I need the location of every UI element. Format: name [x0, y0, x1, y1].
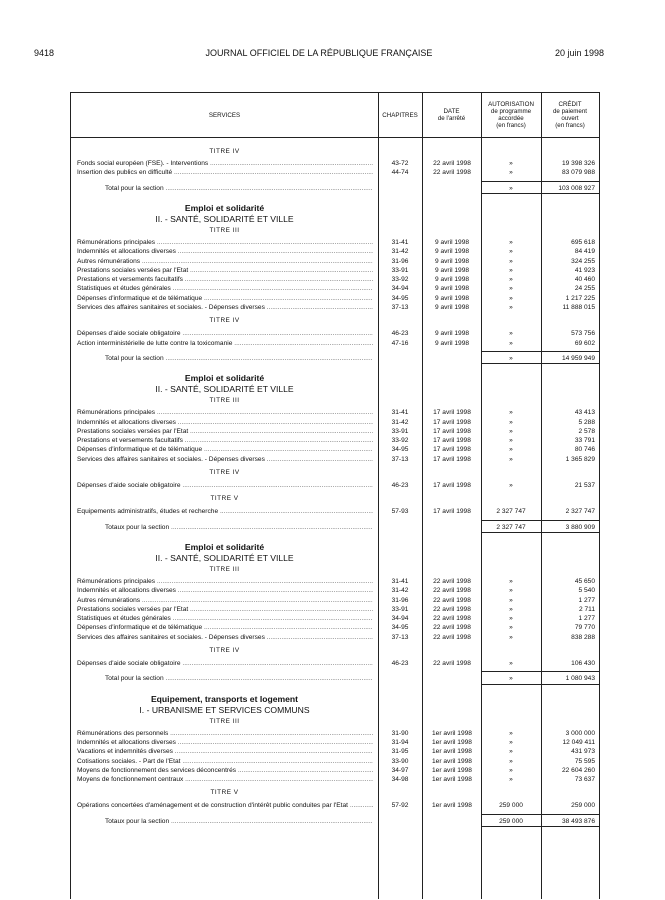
- row-credit: 838 288: [571, 633, 595, 641]
- page-header: [34, 48, 604, 62]
- row-credit: 1 277: [578, 596, 595, 604]
- row-label: Total pour la section .....: [105, 184, 373, 194]
- row-autorisation: »: [509, 633, 513, 641]
- row-credit: 41 923: [574, 266, 595, 274]
- row-date: 1er avril 1998: [432, 757, 472, 765]
- row-credit: 24 255: [574, 285, 595, 293]
- row-label: Total pour la section .....: [105, 674, 373, 684]
- row-label: Autres rémunérations .....: [77, 596, 373, 606]
- row-autorisation: »: [509, 776, 513, 784]
- row-date: 17 avril 1998: [433, 455, 471, 463]
- row-chapitre: 31-42: [391, 418, 409, 426]
- row-chapitre: 31-42: [391, 248, 409, 256]
- row-credit: 75 595: [574, 757, 595, 765]
- titre-heading: TITRE IV: [209, 317, 240, 325]
- ministry-heading: Emploi et solidarité: [184, 202, 265, 213]
- row-credit: 2 327 747: [565, 508, 595, 516]
- row-date: 17 avril 1998: [433, 437, 471, 445]
- row-label: Dépenses d'aide sociale obligatoire .....: [77, 329, 373, 339]
- titre-heading: TITRE III: [209, 397, 240, 405]
- row-label: Rémunérations principales .....: [77, 408, 373, 418]
- row-chapitre: 57-93: [391, 508, 409, 516]
- row-credit: 1 080 943: [565, 675, 595, 683]
- row-label: Rémunérations des personnels .....: [77, 729, 373, 739]
- ministry-heading: Emploi et solidarité: [184, 541, 265, 552]
- row-chapitre: 31-41: [391, 238, 409, 246]
- row-label: Dépenses d'informatique et de télématique .....: [77, 445, 373, 455]
- row-date: 22 avril 1998: [433, 624, 471, 632]
- row-chapitre: 33-91: [391, 266, 409, 274]
- row-label: Autres rémunérations .....: [77, 257, 373, 267]
- row-chapitre: 37-13: [391, 633, 409, 641]
- row-credit: 1 365 829: [565, 455, 595, 463]
- row-chapitre: 34-94: [391, 285, 409, 293]
- row-date: 9 avril 1998: [434, 266, 470, 274]
- row-credit: 84 419: [574, 248, 595, 256]
- total-rule: [481, 826, 599, 827]
- row-credit: 14 959 949: [561, 354, 595, 362]
- row-autorisation: »: [509, 446, 513, 454]
- row-credit: 83 079 988: [561, 169, 595, 177]
- row-date: 22 avril 1998: [433, 605, 471, 613]
- table-row: [71, 775, 599, 785]
- row-credit: 5 540: [578, 587, 595, 595]
- row-autorisation: »: [509, 757, 513, 765]
- row-label: Cotisations sociales. - Part de l'Etat .....: [77, 757, 373, 767]
- row-label: Indemnités et allocations diverses .....: [77, 586, 373, 596]
- row-autorisation: »: [509, 596, 513, 604]
- row-label: Prestations sociales versées par l'Etat .....: [77, 605, 373, 615]
- row-label: Total pour la section .....: [105, 354, 373, 364]
- row-chapitre: 34-98: [391, 776, 409, 784]
- section-heading: II. - SANTÉ, SOLIDARITÉ ET VILLE: [155, 213, 294, 224]
- row-date: 22 avril 1998: [433, 596, 471, 604]
- row-label: Opérations concertées d'aménagement et de construction d'intérêt public conduites par l'Etat .....: [77, 801, 373, 811]
- row-chapitre: 46-23: [391, 330, 409, 338]
- journal-title: JOURNAL OFFICIEL DE LA RÉPUBLIQUE FRANÇAISE: [205, 48, 433, 58]
- row-autorisation: »: [509, 257, 513, 265]
- row-label: Prestations sociales versées par l'Etat .....: [77, 427, 373, 437]
- row-chapitre: 31-42: [391, 587, 409, 595]
- total-rule: [481, 363, 599, 364]
- table-row: [71, 659, 599, 669]
- row-date: 9 avril 1998: [434, 330, 470, 338]
- row-credit: 573 756: [571, 330, 595, 338]
- row-chapitre: 33-92: [391, 437, 409, 445]
- row-label: Totaux pour la section .....: [105, 817, 373, 827]
- total-rule: [481, 684, 599, 685]
- row-label: Dépenses d'informatique et de télématique .....: [77, 294, 373, 304]
- row-label: Indemnités et allocations diverses .....: [77, 418, 373, 428]
- row-credit: 2 711: [578, 605, 595, 613]
- row-autorisation: »: [509, 605, 513, 613]
- row-date: 9 avril 1998: [434, 238, 470, 246]
- row-credit: 38 493 876: [561, 817, 595, 825]
- row-label: Action interministérielle de lutte contre la toxicomanie .....: [77, 339, 373, 349]
- table-row: [71, 633, 599, 643]
- row-label: Indemnités et allocations diverses .....: [77, 738, 373, 748]
- row-label: Services des affaires sanitaires et sociales. - Dépenses diverses .....: [77, 303, 373, 313]
- row-credit: 33 791: [574, 437, 595, 445]
- row-autorisation: »: [509, 587, 513, 595]
- row-credit: 106 430: [571, 660, 595, 667]
- row-credit: 3 000 000: [565, 729, 595, 737]
- row-autorisation: »: [509, 729, 513, 737]
- row-label: Equipements administratifs, études et recherche .....: [77, 507, 373, 517]
- titre-heading: TITRE V: [210, 789, 239, 797]
- subtotal-rule: [481, 351, 599, 352]
- row-label: Insertion des publics en difficulté .....: [77, 168, 373, 178]
- row-autorisation: 2 327 747: [496, 508, 526, 516]
- row-label: Moyens de fonctionnement des services déconcentrés .....: [77, 766, 373, 776]
- row-label: Dépenses d'aide sociale obligatoire .....: [77, 659, 373, 669]
- row-chapitre: 46-23: [391, 660, 409, 667]
- row-autorisation: »: [509, 238, 513, 246]
- col-header-date: DATE de l'arrêté: [437, 108, 466, 122]
- row-credit: 69 602: [574, 339, 595, 347]
- row-label: Indemnités et allocations diverses .....: [77, 247, 373, 257]
- row-date: 9 avril 1998: [434, 304, 470, 311]
- col-header-chapitres: CHAPITRES: [382, 111, 418, 119]
- row-autorisation: »: [509, 294, 513, 302]
- row-date: 9 avril 1998: [434, 294, 470, 302]
- row-chapitre: 46-23: [391, 482, 409, 489]
- row-credit: 2 578: [578, 427, 595, 435]
- total-rule: [481, 532, 599, 533]
- row-date: 1er avril 1998: [432, 766, 472, 774]
- row-label: Dépenses d'aide sociale obligatoire .....: [77, 481, 373, 491]
- row-label: Statistiques et études générales .....: [77, 614, 373, 624]
- table-row: [71, 801, 599, 811]
- row-label: Dépenses d'informatique et de télématique .....: [77, 623, 373, 633]
- subtotal-rule: [481, 181, 599, 182]
- row-label: Services des affaires sanitaires et sociales. - Dépenses diverses .....: [77, 633, 373, 643]
- row-date: 9 avril 1998: [434, 248, 470, 256]
- row-date: 22 avril 1998: [433, 633, 471, 641]
- row-credit: 431 973: [571, 748, 595, 756]
- titre-heading: TITRE IV: [209, 148, 240, 155]
- row-date: 9 avril 1998: [434, 276, 470, 284]
- row-label: Statistiques et études générales .....: [77, 284, 373, 294]
- row-autorisation: »: [509, 330, 513, 338]
- row-autorisation: »: [509, 427, 513, 435]
- row-autorisation: »: [509, 455, 513, 463]
- row-autorisation: »: [509, 624, 513, 632]
- row-chapitre: 57-92: [391, 802, 409, 810]
- row-autorisation: »: [509, 354, 513, 362]
- row-label: Totaux pour la section .....: [105, 523, 373, 533]
- page-number: 9418: [34, 48, 55, 58]
- row-chapitre: 31-41: [391, 577, 409, 585]
- row-autorisation: 259 000: [499, 802, 523, 810]
- row-chapitre: 33-91: [391, 605, 409, 613]
- row-label: Prestations et versements facultatifs .....: [77, 275, 373, 285]
- row-chapitre: 47-16: [391, 339, 409, 347]
- row-autorisation: »: [509, 339, 513, 347]
- row-chapitre: 44-74: [391, 169, 409, 177]
- row-chapitre: 33-92: [391, 276, 409, 284]
- row-credit: 3 880 909: [565, 523, 595, 531]
- row-date: 22 avril 1998: [433, 615, 471, 623]
- row-credit: 259 000: [571, 802, 595, 810]
- row-chapitre: 31-90: [391, 729, 409, 737]
- row-autorisation: »: [509, 409, 513, 417]
- row-chapitre: 37-13: [391, 455, 409, 463]
- row-date: 22 avril 1998: [433, 577, 471, 585]
- table-row: [71, 481, 599, 491]
- row-credit: 79 770: [574, 624, 595, 632]
- row-chapitre: 31-96: [391, 257, 409, 265]
- row-autorisation: »: [509, 248, 513, 256]
- titre-heading: TITRE IV: [209, 647, 240, 654]
- ministry-heading: Emploi et solidarité: [184, 373, 265, 384]
- row-credit: 324 255: [571, 257, 595, 265]
- row-credit: 5 288: [578, 418, 595, 426]
- row-date: 1er avril 1998: [432, 776, 472, 784]
- row-date: 1er avril 1998: [432, 729, 472, 737]
- row-credit: 1 277: [578, 615, 595, 623]
- row-credit: 21 537: [574, 482, 595, 489]
- titre-heading: TITRE IV: [209, 469, 240, 476]
- row-credit: 19 398 326: [561, 160, 595, 167]
- row-autorisation: »: [509, 160, 513, 167]
- row-date: 17 avril 1998: [433, 409, 471, 417]
- row-credit: 695 618: [571, 238, 595, 246]
- header-divider: [71, 137, 599, 138]
- row-autorisation: »: [509, 437, 513, 445]
- row-autorisation: »: [509, 660, 513, 667]
- row-date: 17 avril 1998: [433, 446, 471, 454]
- row-date: 22 avril 1998: [433, 587, 471, 595]
- row-chapitre: 31-41: [391, 409, 409, 417]
- row-date: 9 avril 1998: [434, 285, 470, 293]
- row-date: 17 avril 1998: [433, 427, 471, 435]
- section-heading: I. - URBANISME ET SERVICES COMMUNS: [139, 704, 310, 715]
- row-chapitre: 31-96: [391, 596, 409, 604]
- row-chapitre: 34-97: [391, 766, 409, 774]
- table-row: [71, 168, 599, 178]
- row-label: Prestations sociales versées par l'Etat .....: [77, 266, 373, 276]
- row-autorisation: »: [509, 738, 513, 746]
- row-date: 9 avril 1998: [434, 339, 470, 347]
- row-date: 17 avril 1998: [433, 482, 471, 489]
- row-label: Fonds social européen (FSE). - Interventions .....: [77, 159, 373, 169]
- row-autorisation: »: [509, 304, 513, 311]
- row-date: 1er avril 1998: [432, 738, 472, 746]
- row-date: 1er avril 1998: [432, 802, 472, 810]
- row-chapitre: 34-94: [391, 615, 409, 623]
- row-date: 17 avril 1998: [433, 418, 471, 426]
- table-row: [71, 303, 599, 313]
- row-autorisation: »: [509, 184, 513, 192]
- row-autorisation: »: [509, 169, 513, 177]
- row-credit: 43 413: [574, 409, 595, 417]
- row-autorisation: »: [509, 615, 513, 623]
- section-heading: II. - SANTÉ, SOLIDARITÉ ET VILLE: [155, 552, 294, 563]
- subtotal-rule: [481, 520, 599, 521]
- ministry-heading: Equipement, transports et logement: [150, 693, 299, 704]
- table-row: [71, 507, 599, 517]
- row-chapitre: 34-95: [391, 294, 409, 302]
- section-heading: II. - SANTÉ, SOLIDARITÉ ET VILLE: [155, 384, 294, 395]
- row-chapitre: 43-72: [391, 160, 409, 167]
- row-autorisation: »: [509, 482, 513, 489]
- credits-table: [70, 92, 600, 899]
- row-autorisation: »: [509, 675, 513, 683]
- row-credit: 73 637: [574, 776, 595, 784]
- row-chapitre: 33-91: [391, 427, 409, 435]
- row-date: 9 avril 1998: [434, 257, 470, 265]
- row-chapitre: 34-95: [391, 624, 409, 632]
- subtotal-rule: [481, 671, 599, 672]
- row-autorisation: »: [509, 266, 513, 274]
- col-header-services: SERVICES: [208, 111, 241, 119]
- row-credit: 12 049 411: [562, 738, 595, 746]
- row-chapitre: 31-94: [391, 738, 409, 746]
- row-credit: 1 217 225: [565, 294, 595, 302]
- row-autorisation: »: [509, 748, 513, 756]
- row-date: 22 avril 1998: [433, 160, 471, 167]
- row-autorisation: »: [509, 766, 513, 774]
- row-autorisation: »: [509, 577, 513, 585]
- issue-date: 20 juin 1998: [554, 48, 604, 58]
- row-credit: 11 888 015: [562, 304, 595, 311]
- titre-heading: TITRE III: [209, 717, 240, 725]
- row-autorisation: »: [509, 285, 513, 293]
- row-date: 22 avril 1998: [433, 169, 471, 177]
- titre-heading: TITRE III: [209, 226, 240, 234]
- row-label: Prestations et versements facultatifs .....: [77, 436, 373, 446]
- row-chapitre: 37-13: [391, 304, 409, 311]
- row-credit: 40 460: [574, 276, 595, 284]
- row-autorisation: 2 327 747: [496, 523, 526, 531]
- col-header-autorisation: AUTORISATION de programme accordée (en francs): [488, 101, 534, 129]
- row-date: 17 avril 1998: [433, 508, 471, 516]
- row-credit: 103 008 927: [558, 184, 595, 192]
- row-autorisation: »: [509, 276, 513, 284]
- row-label: Services des affaires sanitaires et sociales. - Dépenses diverses .....: [77, 455, 373, 465]
- row-credit: 80 746: [574, 446, 595, 454]
- col-header-credit: CRÉDIT de paiement ouvert (en francs): [552, 101, 588, 129]
- table-row: [71, 455, 599, 465]
- titre-heading: TITRE III: [209, 565, 240, 573]
- row-label: Moyens de fonctionnement centraux .....: [77, 775, 373, 785]
- row-label: Rémunérations principales .....: [77, 238, 373, 248]
- row-credit: 22 604 260: [561, 766, 595, 774]
- row-label: Vacations et indemnités diverses .....: [77, 747, 373, 757]
- row-label: Rémunérations principales .....: [77, 577, 373, 587]
- row-chapitre: 34-95: [391, 446, 409, 454]
- total-rule: [481, 193, 599, 194]
- titre-heading: TITRE V: [210, 495, 239, 503]
- row-chapitre: 33-90: [391, 757, 409, 765]
- row-chapitre: 31-95: [391, 748, 409, 756]
- table-row: [71, 339, 599, 349]
- subtotal-rule: [481, 814, 599, 815]
- row-autorisation: 259 000: [499, 817, 523, 825]
- row-date: 22 avril 1998: [433, 660, 471, 667]
- row-autorisation: »: [509, 418, 513, 426]
- row-date: 1er avril 1998: [432, 748, 472, 756]
- row-credit: 45 650: [574, 577, 595, 585]
